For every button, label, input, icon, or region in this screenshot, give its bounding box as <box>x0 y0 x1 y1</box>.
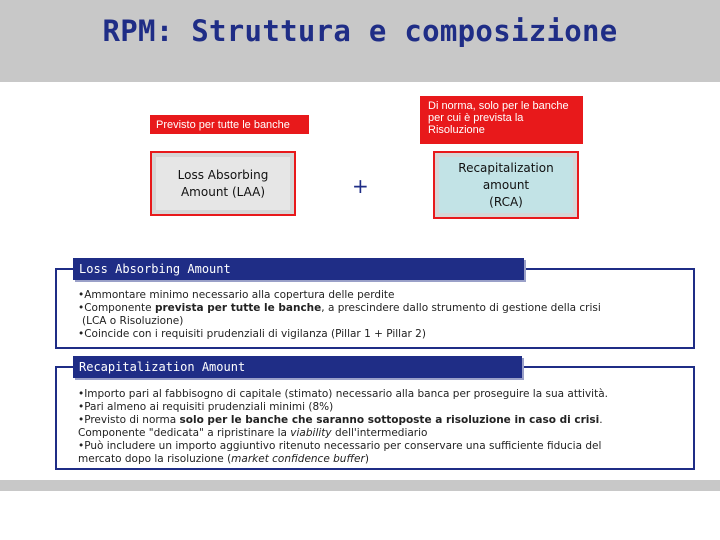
laa-bullet-3: •Coincide con i requisiti prudenziali di vigilanza (Pillar 1 + Pillar 2) <box>78 328 426 340</box>
laa-bullet-2-pre: •Componente <box>78 302 155 314</box>
rca-bullet-1: •Importo pari al fabbisogno di capitale (stimato) necessario alla banca per proseguire la sua attività. <box>78 388 608 400</box>
rca-bullet-4-cont <box>78 453 678 466</box>
rca-bullet-3 <box>78 414 678 427</box>
laa-bullet-2-cont: (LCA o Risoluzione) <box>82 315 184 327</box>
rca-section-heading: Recapitalization Amount <box>73 356 522 378</box>
label-resolution-banks: Di norma, solo per le banche per cui è prevista la Risoluzione <box>420 96 583 144</box>
laa-bullet-2-post: , a prescindere dallo strumento di gestione della crisi <box>321 302 601 314</box>
rca-bullet-3-pre: •Previsto di norma <box>78 414 180 426</box>
laa-section-heading: Loss Absorbing Amount <box>73 258 524 280</box>
rca-bullet-4: •Può includere un importo aggiuntivo ritenuto necessario per conservare una sufficiente fiducia del <box>78 440 602 452</box>
rca-bullet-3-bold: solo per le banche che saranno sottoposte a risoluzione in caso di crisi <box>179 414 600 426</box>
rca-line-1: Recapitalization <box>458 160 554 175</box>
plus-sign: + <box>352 174 369 198</box>
laa-bullet-2-bold: prevista per tutte le banche <box>154 302 322 314</box>
rca-bullet-2: •Pari almeno ai requisiti prudenziali minimi (8%) <box>78 401 334 413</box>
rca-bullet-3-cont-post: dell'intermediario <box>331 427 428 439</box>
laa-line-1: Loss Absorbing <box>177 167 269 182</box>
rca-bullet-3-cont <box>78 427 678 440</box>
page-title: RPM: Struttura e composizione <box>102 14 618 48</box>
laa-box-inner <box>156 157 290 210</box>
rca-bullet-3-post: . <box>599 414 603 426</box>
rca-bullet-4-cont-pre: mercato dopo la risoluzione ( <box>78 453 232 465</box>
laa-bullet-2 <box>78 302 678 315</box>
rca-bullet-3-cont-italic: viability <box>290 427 332 439</box>
rca-bullet-4-cont-post: ) <box>364 453 369 465</box>
rca-box-inner <box>439 157 573 213</box>
label-all-banks: Previsto per tutte le banche <box>150 115 309 134</box>
laa-section-body <box>78 289 678 341</box>
rca-line-2: amount <box>482 177 530 192</box>
rca-box <box>433 151 579 219</box>
footer-band <box>0 480 720 491</box>
rca-bullet-3-cont-pre: Componente "dedicata" a ripristinare la <box>78 427 291 439</box>
laa-bullet-1: •Ammontare minimo necessario alla copertura delle perdite <box>78 289 395 301</box>
laa-box <box>150 151 296 216</box>
rca-section-body <box>78 388 678 466</box>
laa-line-2: Amount (LAA) <box>180 184 266 199</box>
rca-bullet-4-cont-italic: market confidence buffer <box>231 453 365 465</box>
rca-line-3: (RCA) <box>489 194 523 209</box>
